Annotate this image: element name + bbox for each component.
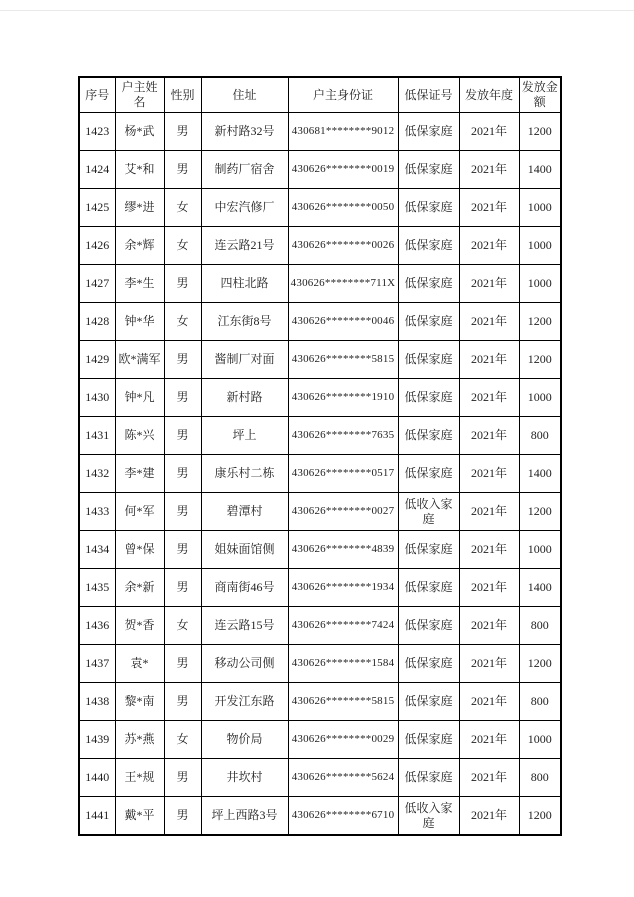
table-row: [79, 607, 561, 645]
cell-gender: 女: [164, 607, 201, 645]
cell-address: 物价局: [201, 721, 288, 759]
cell-year: 2021年: [459, 569, 519, 607]
header-row: [79, 77, 561, 113]
cell-address: 江东街8号: [201, 303, 288, 341]
cell-index: 1440: [79, 759, 115, 797]
col-header-address: 住址: [201, 77, 288, 113]
table-body: [79, 113, 561, 836]
cell-name: 李*建: [115, 455, 164, 493]
col-header-year: 发放年度: [459, 77, 519, 113]
cell-year: 2021年: [459, 113, 519, 151]
cell-name: 贺*香: [115, 607, 164, 645]
col-header-cert: 低保证号: [398, 77, 459, 113]
cell-id: 430626********0029: [288, 721, 398, 759]
cell-address: 连云路21号: [201, 227, 288, 265]
cell-index: 1425: [79, 189, 115, 227]
cell-gender: 男: [164, 759, 201, 797]
cell-id: 430681********9012: [288, 113, 398, 151]
cell-year: 2021年: [459, 303, 519, 341]
cell-amount: 1200: [519, 493, 561, 531]
cell-amount: 1000: [519, 531, 561, 569]
cell-year: 2021年: [459, 683, 519, 721]
cell-amount: 1200: [519, 303, 561, 341]
table-row: [79, 151, 561, 189]
cell-gender: 男: [164, 113, 201, 151]
cell-id: 430626********0046: [288, 303, 398, 341]
col-header-index: 序号: [79, 77, 115, 113]
cell-index: 1423: [79, 113, 115, 151]
table-row: [79, 645, 561, 683]
cell-cert: 低保家庭: [398, 265, 459, 303]
cell-amount: 1000: [519, 721, 561, 759]
cell-gender: 男: [164, 151, 201, 189]
table-row: [79, 569, 561, 607]
cell-year: 2021年: [459, 417, 519, 455]
cell-name: 缪*进: [115, 189, 164, 227]
cell-index: 1427: [79, 265, 115, 303]
cell-amount: 1400: [519, 151, 561, 189]
cell-name: 钟*凡: [115, 379, 164, 417]
cell-address: 开发江东路: [201, 683, 288, 721]
table-row: [79, 303, 561, 341]
cell-amount: 1000: [519, 189, 561, 227]
cell-address: 坪上: [201, 417, 288, 455]
cell-gender: 女: [164, 721, 201, 759]
page-edge-divider: [0, 10, 634, 11]
cell-cert: 低保家庭: [398, 227, 459, 265]
cell-year: 2021年: [459, 759, 519, 797]
cell-cert: 低保家庭: [398, 721, 459, 759]
cell-amount: 1200: [519, 341, 561, 379]
table-row: [79, 189, 561, 227]
cell-name: 戴*平: [115, 797, 164, 836]
cell-address: 坪上西路3号: [201, 797, 288, 836]
cell-name: 袁*: [115, 645, 164, 683]
cell-name: 欧*满军: [115, 341, 164, 379]
cell-year: 2021年: [459, 721, 519, 759]
cell-address: 康乐村二栋: [201, 455, 288, 493]
cell-gender: 男: [164, 455, 201, 493]
cell-id: 430626********0027: [288, 493, 398, 531]
cell-index: 1426: [79, 227, 115, 265]
cell-amount: 1400: [519, 455, 561, 493]
cell-name: 杨*武: [115, 113, 164, 151]
cell-gender: 女: [164, 303, 201, 341]
cell-amount: 1000: [519, 265, 561, 303]
cell-name: 何*军: [115, 493, 164, 531]
cell-id: 430626********0517: [288, 455, 398, 493]
cell-cert: 低保家庭: [398, 569, 459, 607]
col-header-id: 户主身份证: [288, 77, 398, 113]
cell-year: 2021年: [459, 607, 519, 645]
cell-index: 1424: [79, 151, 115, 189]
cell-name: 李*生: [115, 265, 164, 303]
subsidy-table: [78, 76, 562, 836]
cell-name: 余*新: [115, 569, 164, 607]
cell-address: 井坎村: [201, 759, 288, 797]
cell-index: 1432: [79, 455, 115, 493]
cell-index: 1428: [79, 303, 115, 341]
cell-cert: 低保家庭: [398, 303, 459, 341]
cell-cert: 低保家庭: [398, 455, 459, 493]
cell-name: 余*辉: [115, 227, 164, 265]
cell-address: 制药厂宿舍: [201, 151, 288, 189]
table-row: [79, 683, 561, 721]
cell-id: 430626********0050: [288, 189, 398, 227]
cell-index: 1438: [79, 683, 115, 721]
cell-address: 移动公司侧: [201, 645, 288, 683]
cell-year: 2021年: [459, 645, 519, 683]
col-header-gender: 性别: [164, 77, 201, 113]
cell-index: 1437: [79, 645, 115, 683]
cell-id: 430626********7635: [288, 417, 398, 455]
cell-address: 商南街46号: [201, 569, 288, 607]
cell-address: 四柱北路: [201, 265, 288, 303]
table-row: [79, 797, 561, 836]
cell-address: 新村路32号: [201, 113, 288, 151]
cell-amount: 1200: [519, 113, 561, 151]
cell-gender: 男: [164, 417, 201, 455]
cell-gender: 女: [164, 227, 201, 265]
cell-id: 430626********5624: [288, 759, 398, 797]
cell-index: 1436: [79, 607, 115, 645]
cell-gender: 男: [164, 683, 201, 721]
cell-address: 碧潭村: [201, 493, 288, 531]
cell-gender: 男: [164, 531, 201, 569]
cell-cert: 低保家庭: [398, 759, 459, 797]
cell-name: 艾*和: [115, 151, 164, 189]
cell-id: 430626********711X: [288, 265, 398, 303]
cell-cert: 低收入家庭: [398, 797, 459, 836]
cell-index: 1439: [79, 721, 115, 759]
cell-cert: 低保家庭: [398, 379, 459, 417]
cell-cert: 低保家庭: [398, 341, 459, 379]
cell-cert: 低保家庭: [398, 113, 459, 151]
cell-address: 连云路15号: [201, 607, 288, 645]
cell-year: 2021年: [459, 455, 519, 493]
cell-name: 曾*保: [115, 531, 164, 569]
cell-year: 2021年: [459, 797, 519, 836]
cell-cert: 低保家庭: [398, 151, 459, 189]
cell-amount: 800: [519, 683, 561, 721]
cell-name: 黎*南: [115, 683, 164, 721]
col-header-amount: 发放金额: [519, 77, 561, 113]
cell-amount: 800: [519, 607, 561, 645]
table-row: [79, 417, 561, 455]
cell-gender: 男: [164, 645, 201, 683]
cell-id: 430626********5815: [288, 341, 398, 379]
cell-gender: 男: [164, 265, 201, 303]
cell-amount: 800: [519, 417, 561, 455]
cell-id: 430626********4839: [288, 531, 398, 569]
cell-id: 430626********0019: [288, 151, 398, 189]
cell-year: 2021年: [459, 531, 519, 569]
cell-amount: 1000: [519, 379, 561, 417]
cell-cert: 低收入家庭: [398, 493, 459, 531]
cell-index: 1434: [79, 531, 115, 569]
cell-amount: 1400: [519, 569, 561, 607]
cell-id: 430626********1910: [288, 379, 398, 417]
cell-amount: 1200: [519, 797, 561, 836]
cell-name: 陈*兴: [115, 417, 164, 455]
cell-gender: 男: [164, 569, 201, 607]
cell-index: 1441: [79, 797, 115, 836]
cell-name: 苏*燕: [115, 721, 164, 759]
table-row: [79, 531, 561, 569]
cell-gender: 男: [164, 797, 201, 836]
cell-id: 430626********5815: [288, 683, 398, 721]
cell-index: 1431: [79, 417, 115, 455]
cell-year: 2021年: [459, 151, 519, 189]
table-row: [79, 113, 561, 151]
cell-id: 430626********1584: [288, 645, 398, 683]
cell-gender: 女: [164, 189, 201, 227]
cell-cert: 低保家庭: [398, 417, 459, 455]
table-row: [79, 379, 561, 417]
cell-year: 2021年: [459, 341, 519, 379]
cell-year: 2021年: [459, 189, 519, 227]
cell-id: 430626********0026: [288, 227, 398, 265]
cell-id: 430626********1934: [288, 569, 398, 607]
cell-name: 钟*华: [115, 303, 164, 341]
cell-amount: 800: [519, 759, 561, 797]
cell-index: 1435: [79, 569, 115, 607]
cell-id: 430626********7424: [288, 607, 398, 645]
cell-address: 酱制厂对面: [201, 341, 288, 379]
table-row: [79, 721, 561, 759]
cell-cert: 低保家庭: [398, 607, 459, 645]
table-row: [79, 759, 561, 797]
table-row: [79, 455, 561, 493]
cell-cert: 低保家庭: [398, 531, 459, 569]
cell-amount: 1000: [519, 227, 561, 265]
cell-gender: 男: [164, 493, 201, 531]
cell-gender: 男: [164, 379, 201, 417]
cell-index: 1433: [79, 493, 115, 531]
cell-cert: 低保家庭: [398, 683, 459, 721]
table-row: [79, 265, 561, 303]
cell-year: 2021年: [459, 379, 519, 417]
cell-index: 1430: [79, 379, 115, 417]
cell-year: 2021年: [459, 227, 519, 265]
cell-address: 中宏汽修厂: [201, 189, 288, 227]
cell-address: 新村路: [201, 379, 288, 417]
table-row: [79, 493, 561, 531]
cell-amount: 1200: [519, 645, 561, 683]
cell-name: 王*规: [115, 759, 164, 797]
cell-id: 430626********6710: [288, 797, 398, 836]
cell-cert: 低保家庭: [398, 645, 459, 683]
table-row: [79, 227, 561, 265]
cell-index: 1429: [79, 341, 115, 379]
cell-cert: 低保家庭: [398, 189, 459, 227]
col-header-name: 户主姓名: [115, 77, 164, 113]
cell-address: 姐妹面馆侧: [201, 531, 288, 569]
cell-year: 2021年: [459, 265, 519, 303]
table-row: [79, 341, 561, 379]
cell-year: 2021年: [459, 493, 519, 531]
cell-gender: 男: [164, 341, 201, 379]
